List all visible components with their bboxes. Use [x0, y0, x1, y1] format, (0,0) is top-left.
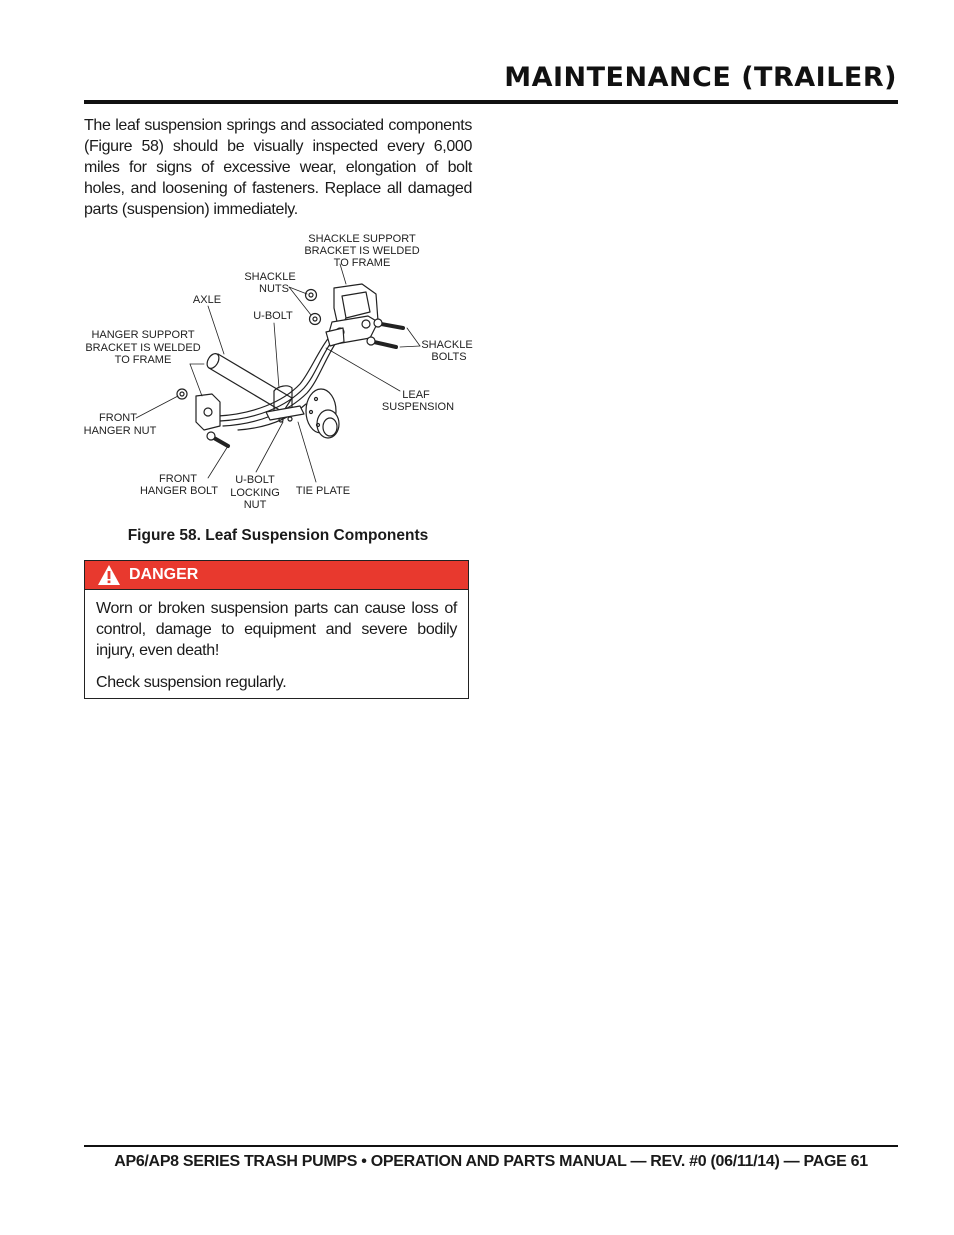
- label-shackle-support: SHACKLE SUPPORT: [308, 233, 416, 245]
- shackle-bolt-1: [381, 324, 403, 328]
- title-rule: [84, 100, 898, 104]
- suspension-diagram: [78, 226, 478, 518]
- label-shackle-nuts-line2: NUTS: [259, 283, 289, 295]
- label-shackle-support-line2: BRACKET IS WELDED: [304, 245, 420, 257]
- label-leaf-suspension: LEAF: [402, 389, 430, 401]
- label-hanger-support-line2: BRACKET IS WELDED: [85, 342, 201, 354]
- warning-triangle-icon: [97, 564, 121, 586]
- label-u-bolt-locking-nut-line2: LOCKING: [230, 487, 280, 499]
- page-title: MAINTENANCE (TRAILER): [504, 62, 897, 93]
- label-axle: AXLE: [192, 294, 222, 306]
- label-hanger-support-line3: TO FRAME: [114, 354, 172, 366]
- tie-plate: [266, 406, 304, 420]
- front-hanger-nut: [177, 389, 187, 399]
- label-u-bolt-locking-nut-line3: NUT: [243, 499, 267, 511]
- danger-box: [84, 560, 469, 699]
- label-tie-plate: TIE PLATE: [295, 485, 351, 497]
- label-front-hanger-bolt-line2: HANGER BOLT: [139, 485, 219, 497]
- label-shackle-support-line3: TO FRAME: [333, 257, 391, 269]
- label-u-bolt: U-BOLT: [253, 310, 293, 322]
- label-shackle-nuts: SHACKLE: [244, 271, 296, 283]
- label-u-bolt-locking-nut: U-BOLT: [235, 474, 275, 486]
- shackle-nut-1: [306, 290, 317, 301]
- hub-face: [323, 418, 337, 436]
- label-hanger-support: HANGER SUPPORT: [91, 329, 195, 341]
- label-shackle-bolts: SHACKLE: [421, 339, 473, 351]
- axle-tube: [209, 354, 292, 412]
- label-front-hanger-bolt: FRONT: [159, 473, 197, 485]
- label-leaf-suspension-line2: SUSPENSION: [381, 401, 455, 413]
- danger-label: DANGER: [129, 566, 199, 583]
- front-hanger-bolt: [214, 438, 228, 446]
- danger-text: Worn or broken suspension parts can cause loss of control, damage to equipment and severe bodily injury, even death!: [96, 600, 457, 659]
- hanger-bracket: [196, 394, 220, 430]
- danger-instruction: Check suspension regularly.: [96, 674, 287, 691]
- label-shackle-bolts-line2: BOLTS: [431, 351, 467, 363]
- danger-header: [85, 561, 468, 590]
- shackle-bolt-2: [374, 342, 396, 347]
- page-footer: AP6/AP8 SERIES TRASH PUMPS • OPERATION AND PARTS MANUAL — REV. #0 (06/11/14) — PAGE 61: [114, 1153, 868, 1170]
- label-front-hanger-nut: FRONT: [99, 412, 137, 424]
- figure-caption: Figure 58. Leaf Suspension Components: [127, 527, 429, 544]
- footer-rule: [84, 1145, 898, 1147]
- intro-paragraph: The leaf suspension springs and associated components (Figure 58) should be visually inspected every 6,000 miles for signs of excessive wear, elongation of bolt holes, and loosening of fasteners. Replace all damaged parts (suspension) immediately.: [84, 117, 472, 218]
- label-front-hanger-nut-line2: HANGER NUT: [83, 425, 157, 437]
- leaf-suspension-figure: [78, 226, 478, 518]
